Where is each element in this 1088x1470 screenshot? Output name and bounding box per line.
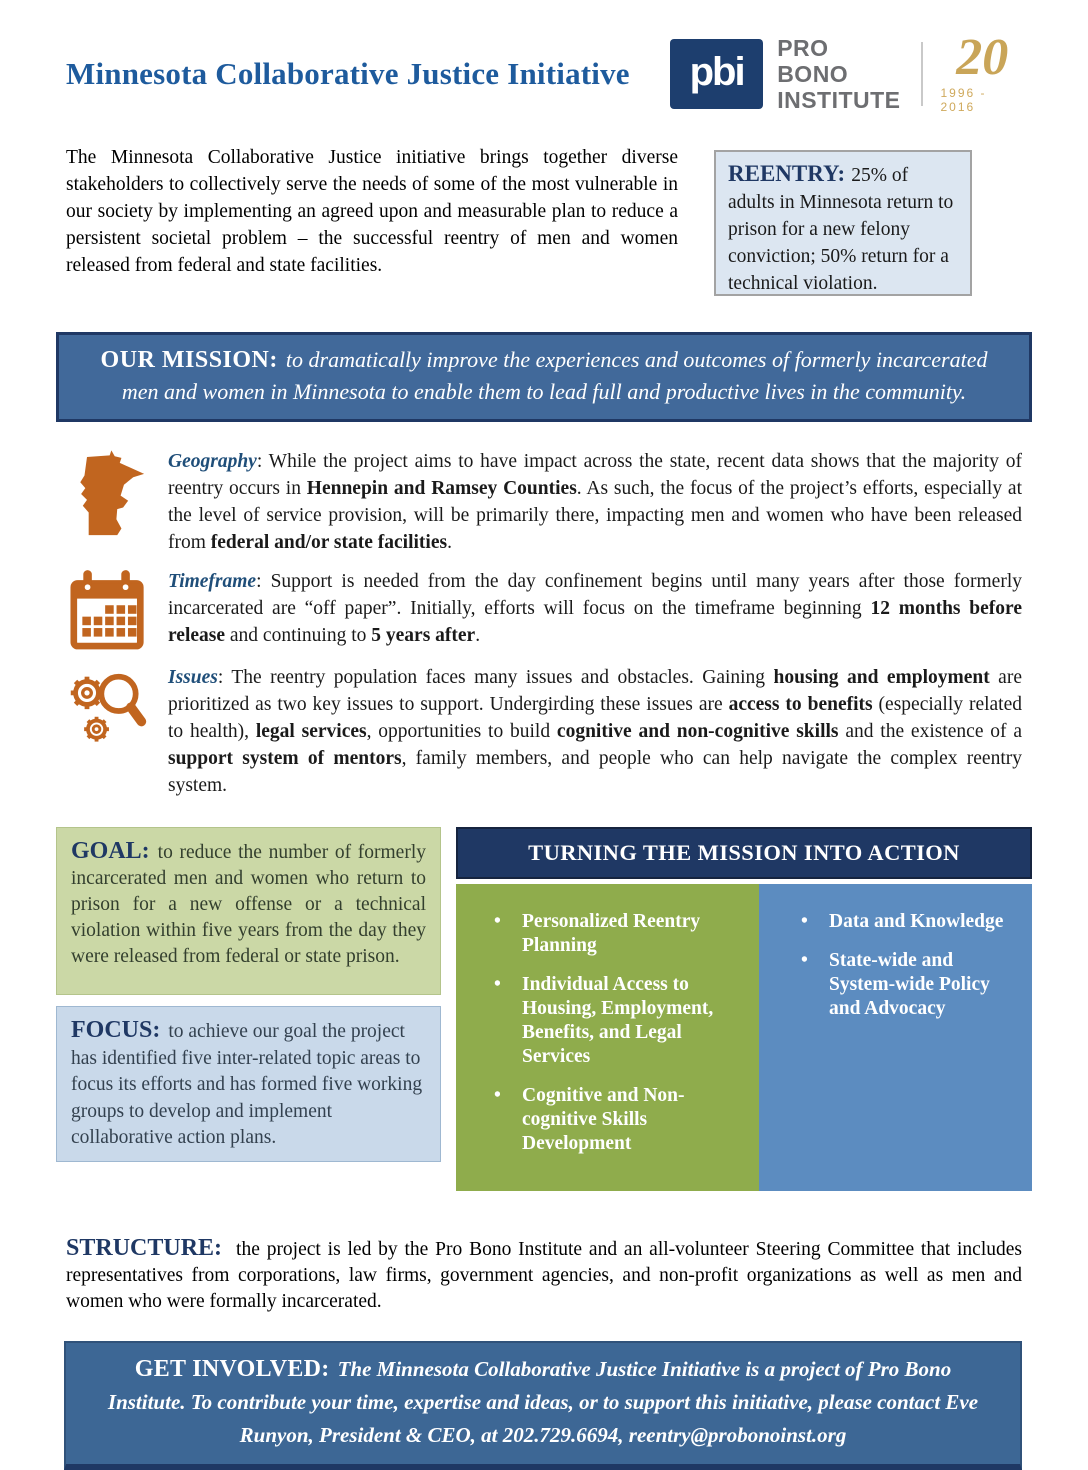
minnesota-map-icon [66,448,150,556]
pbi-logo-mark [670,39,763,109]
action-list-item: • Individual Access to Housing, Employment, Benefits, and Legal Services [478,973,733,1069]
timeframe-text: Timeframe: Support is needed from the day confinement begins until many years after those formerly incarcerated are “off paper”. Initially, efforts will focus on the timeframe beginning 12 months before release and continuing to 5 years after. [168,571,1023,646]
goal-box [56,827,441,995]
anniversary-mark [940,29,1025,114]
calendar-icon [66,568,150,652]
action-list-item: • Personalized Reentry Planning [478,910,733,958]
action-panel-blue [759,884,1032,1191]
page-title: Minnesota Collaborative Justice Initiative [66,56,630,91]
get-involved-label: GET INVOLVED: [134,1356,330,1382]
issues-text: Issues: The reentry population faces many issues and obstacles. Gaining housing and employment are prioritized as two key issues to support. Undergirding these issues are access to benefits (especially related to health), legal services, opportunities to build cognitive and non-cognitive skills and the existence of a support system of mentors, family members, and people who can help navigate the complex reentry system. [168,667,1023,796]
action-list-blue [785,910,1010,1021]
action-column [456,827,1032,1191]
geography-section [66,448,1022,556]
timeframe-section [66,568,1022,652]
logo-org-name [777,35,902,113]
action-list-item: • Data and Knowledge [785,910,1010,934]
action-list-item: • State-wide and System-wide Policy and Advocacy [785,949,1010,1021]
goal-text: to reduce the number of formerly incarcerated men and women who return to prison for a new offense or a technical violation within five years from the day they were released from federal or state prison. [71,842,426,967]
get-involved-text: The Minnesota Collaborative Justice Initiative is a project of Pro Bono Institute. To contribute your time, expertise and ideas, or to support this initiative, please contact Eve Runyon, President & CEO, at 202.729.6694, reentry@probonoinst.org [107,1357,979,1447]
pbi-monogram: pbi [689,49,744,94]
logo-divider [921,42,923,106]
get-involved-banner [64,1341,1022,1470]
structure-text: the project is led by the Pro Bono Institute and an all-volunteer Steering Committee that includes representatives from corporations, law firms, government agencies, and non-profit organizations as well as men and women who were formally incarcerated. [66,1239,1022,1312]
action-list-item: • Cognitive and Non-cognitive Skills Development [478,1084,733,1156]
issues-section [66,664,1022,799]
action-panels [456,884,1032,1191]
structure-paragraph [0,1191,1088,1315]
mid-grid [0,799,1088,1191]
goal-label: GOAL: [71,838,150,864]
focus-label: FOCUS: [71,1017,161,1043]
intro-row [0,114,1088,296]
logo-org-line1: PRO BONO [777,35,849,87]
action-header: TURNING THE MISSION INTO ACTION [456,827,1032,879]
reentry-stat-box [714,150,972,296]
intro-paragraph: The Minnesota Collaborative Justice initiative brings together diverse stakeholders to collectively serve the needs of some of the most vulnerable in our society by implementing an agreed upon and measurable plan to reduce a persistent societal problem – the successful reentry of men and women released from federal and state facilities. [66,147,678,276]
goal-focus-column [56,827,441,1191]
mission-banner [56,332,1032,422]
anniversary-number: 20 [956,29,1009,86]
geography-text: Geography: While the project aims to have impact across the state, recent data shows that the majority of reentry occurs in Hennepin and Ramsey Counties. As such, the focus of the project’s efforts, especially at the level of service provision, will be primarily there, impacting men and women who have been released from federal and/or state facilities. [168,451,1022,553]
gears-magnifier-icon [66,664,150,799]
anniversary-years: 1996 - 2016 [940,86,987,114]
reentry-label: REENTRY: [728,161,846,186]
action-panel-green [456,884,759,1191]
reentry-text: 25% of adults in Minnesota return to prison for a new felony conviction; 50% return for a technical violation. [728,165,954,294]
mission-label: OUR MISSION: [100,347,278,373]
action-list-green [478,910,733,1156]
info-sections [0,422,1088,799]
mission-text: to dramatically improve the experiences and outcomes of formerly incarcerated men and women in Minnesota to enable them to lead full and productive lives in the community. [121,347,988,404]
focus-text: to achieve our goal the project has identified five inter-related topic areas to focus its efforts and has formed five working groups to develop and implement collaborative action plans. [71,1021,423,1148]
focus-box [56,1006,441,1162]
pro-bono-institute-logo [670,29,1024,114]
logo-org-line2: INSTITUTE [777,87,901,113]
header [0,0,1088,114]
structure-label: STRUCTURE: [66,1235,223,1261]
